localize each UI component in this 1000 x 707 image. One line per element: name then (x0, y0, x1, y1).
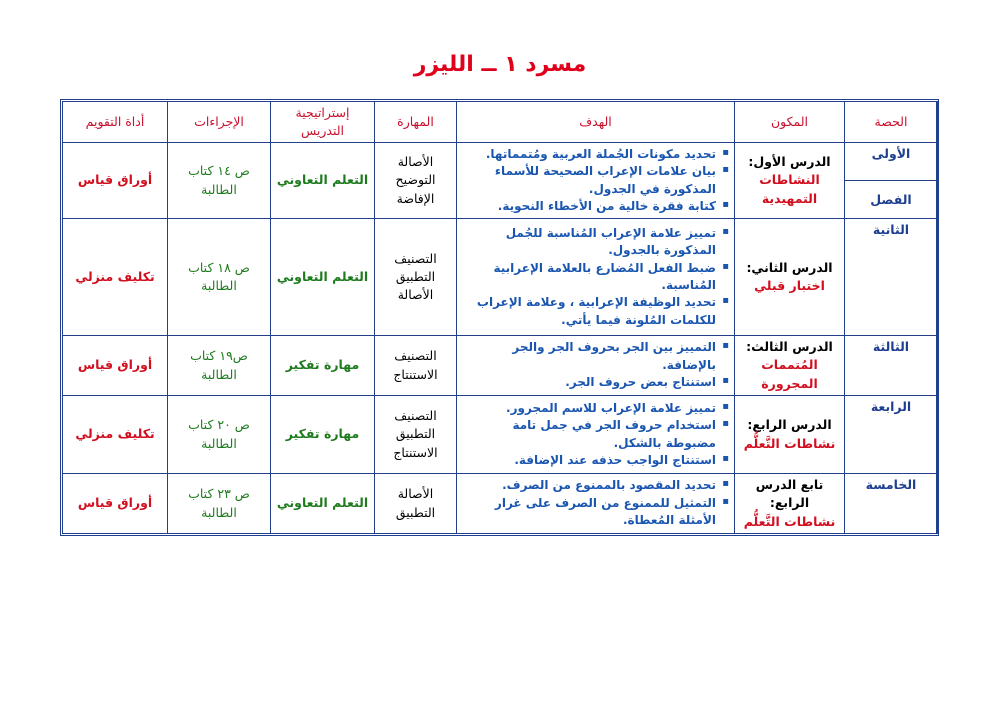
session-cell: الفصل (845, 181, 938, 219)
lesson-label: الدرس الثاني: (746, 259, 833, 275)
header-strategy: إستراتيجية التدريس (271, 102, 375, 143)
component-cell (735, 396, 845, 474)
strategy-cell: مهارة تفكير (271, 396, 375, 474)
goal-item: ▪ تحديد المقصود بالممنوع من الصرف. (461, 477, 716, 494)
goal-item: ▪ التمييز بين الجر بحروف الجر والجر بالإضافة. (461, 339, 716, 374)
strategy-cell: التعلم التعاوني (271, 219, 375, 336)
table-row (63, 474, 938, 534)
header-skill: المهارة (375, 102, 457, 143)
assessment-cell: تكليف منزلي (63, 396, 168, 474)
strategy-cell: مهارة تفكير (271, 336, 375, 396)
goal-item: ▪ كتابة فقرة خالية من الأخطاء النحوية. (461, 198, 716, 215)
header-procedures: الإجراءات (168, 102, 271, 143)
lesson-label: تابع الدرس الرابع: (755, 477, 824, 511)
goal-cell (457, 396, 735, 474)
lesson-label: الدرس الرابع: (747, 417, 832, 433)
table-row (63, 219, 938, 336)
header-goal: الهدف (457, 102, 735, 143)
header-row (63, 102, 938, 143)
session-cell: الأولى (845, 143, 938, 181)
header-component: المكون (735, 102, 845, 143)
skill-cell: الأصالة التوضيح الإفاضة (375, 143, 457, 219)
goal-cell (457, 474, 735, 534)
session-cell: الثالثة (845, 336, 938, 396)
strategy-cell: التعلم التعاوني (271, 474, 375, 534)
component-cell (735, 219, 845, 336)
header-assessment: أداة التقويم (63, 102, 168, 143)
lesson-label: الدرس الأول: (748, 154, 831, 170)
goal-cell (457, 219, 735, 336)
procedures-cell: ص ٢٠ كتاب الطالبة (168, 396, 271, 474)
goal-item: ▪ بيان علامات الإعراب الصحيحة للأسماء المذكورة في الجدول. (461, 163, 716, 198)
goal-item: ▪ التمثيل للممنوع من الصرف على غرار الأمثلة المُعطاة. (461, 495, 716, 530)
component-cell (735, 143, 845, 219)
goal-cell (457, 143, 735, 219)
component-value: النشاطات التمهيدية (759, 172, 820, 206)
procedures-cell: ص١٩ كتاب الطالبة (168, 336, 271, 396)
goal-item: ▪ ضبط الفعل المُضارع بالعلامة الإعرابية المُناسبة. (461, 260, 716, 295)
assessment-cell: أوراق قياس (63, 474, 168, 534)
component-value: نشاطات التَّعلُّم (743, 513, 836, 529)
goal-item: ▪ تمييز علامة الإعراب المُناسبة للجُمل المذكورة بالجدول. (461, 225, 716, 260)
goal-cell (457, 336, 735, 396)
skill-cell: التصنيف الاستنتاج (375, 336, 457, 396)
session-cell: الثانية (845, 219, 938, 336)
assessment-cell: تكليف منزلي (63, 219, 168, 336)
procedures-cell: ص ٢٣ كتاب الطالبة (168, 474, 271, 534)
strategy-cell: التعلم التعاوني (271, 143, 375, 219)
goal-item: ▪ استنتاج بعض حروف الجر. (461, 374, 716, 391)
lesson-plan-table (62, 101, 938, 534)
lesson-label: الدرس الثالث: (746, 339, 833, 355)
component-value: المُتممات المجرورة (761, 357, 818, 391)
component-value: اختبار قبلي (754, 278, 825, 293)
procedures-cell: ص ١٤ كتاب الطالبة (168, 143, 271, 219)
skill-cell: الأصالة التطبيق (375, 474, 457, 534)
goal-item: ▪ تمييز علامة الإعراب للاسم المجرور. (461, 400, 716, 417)
skill-cell: التصنيف التطبيق الأصالة (375, 219, 457, 336)
goal-item: ▪ استخدام حروف الجر في جمل تامة مضبوطة بالشكل. (461, 417, 716, 452)
goal-item: ▪ تحديد مكونات الجُملة العربية ومُتمماتها. (461, 146, 716, 163)
procedures-cell: ص ١٨ كتاب الطالبة (168, 219, 271, 336)
component-value: نشاطات التَّعلُّم (743, 435, 836, 451)
session-cell: الرابعة (845, 396, 938, 474)
assessment-cell: أوراق قياس (63, 336, 168, 396)
header-session: الحصة (845, 102, 938, 143)
goal-item: ▪ استنتاج الواجب حذفه عند الإضافة. (461, 452, 716, 469)
table-row (63, 143, 938, 181)
page-title: مسرد ١ ــ الليزر (413, 52, 587, 77)
table-row (63, 396, 938, 474)
goal-item: ▪ تحديد الوظيفة الإعرابية ، وعلامة الإعراب للكلمات المُلونة فيما يأتي. (461, 294, 716, 329)
session-cell: الخامسة (845, 474, 938, 534)
component-cell (735, 336, 845, 396)
table-row (63, 336, 938, 396)
skill-cell: التصنيف التطبيق الاستنتاج (375, 396, 457, 474)
assessment-cell: أوراق قياس (63, 143, 168, 219)
component-cell (735, 474, 845, 534)
